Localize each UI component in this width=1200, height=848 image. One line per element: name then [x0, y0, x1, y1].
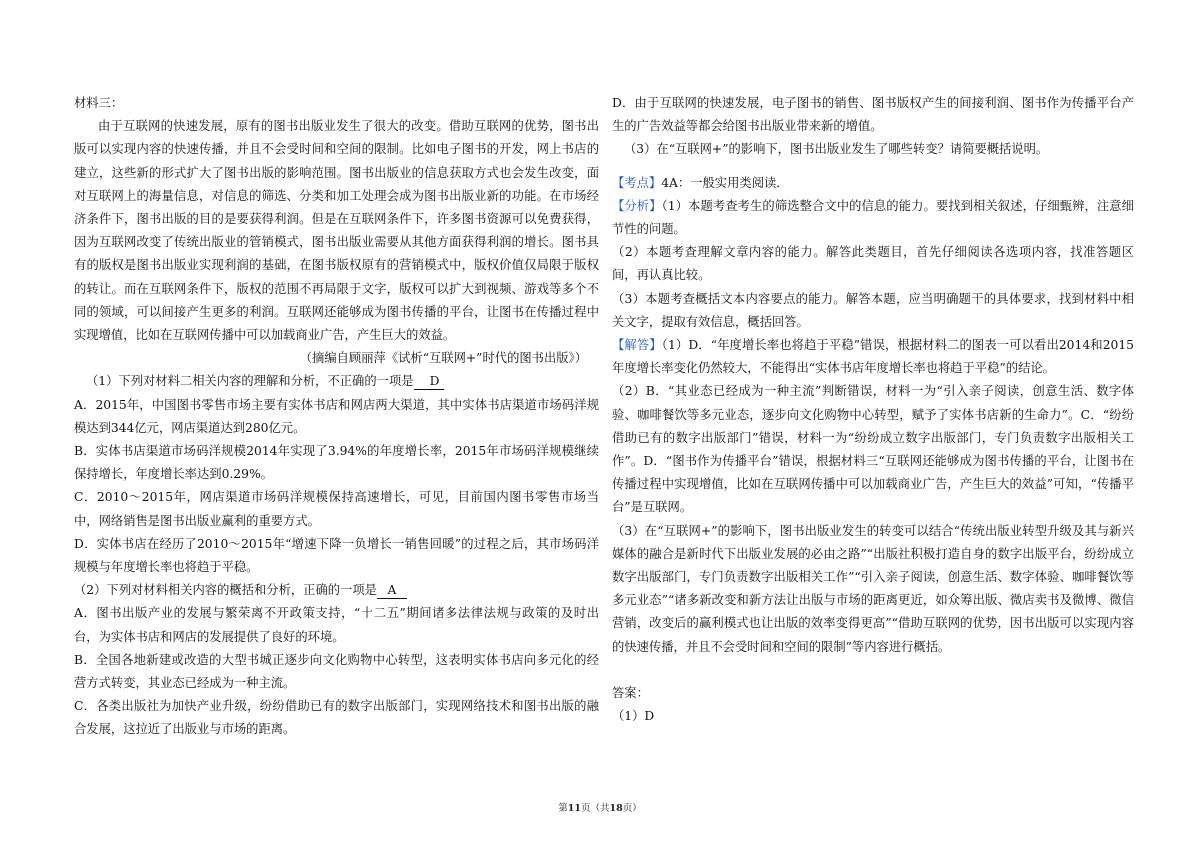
question-2-option-a: A．图书出版产业的发展与繁荣离不开政策支持，“十二五”期间诸多法律法规与政策的及时出台，为实体书店和网店的发展提供了良好的环境。: [74, 606, 599, 644]
left-column: [74, 92, 599, 742]
fenxi-2: （2）本题考查理解文章内容的能力。解答此类题目，首先仔细阅读各选项内容，找准答题区间，再认真比较。: [612, 245, 1134, 283]
jieda-2: （2）B．“其业态已经成为一种主流”判断错误，材料一为“引入亲子阅读，创意生活、数字体验、咖啡餐饮等多元业态，逐步向文化购物中心转型，赋予了实体书店新的生命力”。C．“纷纷借助已有的数字出版部门”错误，材料一为“纷纷成立数字出版部门，专门负责数字出版相关工作”。D．“图书作为传播平台”错误，根据材料三“互联网还能够成为图书传播的平台，让图书在传播过程中实现增值，比如在互联网传播中可以加载商业广告，产生巨大的效益”可知，“传播平台”是互联网。: [612, 384, 1134, 515]
question-3-stem: （3）在“互联网+”的影响下，图书出版业发生了哪些转变？请简要概括说明。: [624, 142, 1049, 157]
question-2-option-b: B．全国各地新建或改造的大型书城正逐步向文化购物中心转型，这表明实体书店向多元化的经营方式转变，其业态已经成为一种主流。: [74, 652, 599, 691]
kaodian-label: 【考点】: [612, 175, 662, 190]
page-footer: [0, 800, 1200, 814]
material-three-text: 由于互联网的快速发展，原有的图书出版业发生了很大的改变。借助互联网的优势，图书出版可以实现内容的快速传播，并且不会受时间和空间的限制。比如电子图书的开发，网上书店的建立，这些新的形式扩大了图书出版的影响范围。图书出版业的信息获取方式也会发生改变，面对互联网上的海量信息，对信息的筛选、分类和加工处理会成为图书出版业新的功能。在市场经济条件下，图书出版的目的是要获得利润。但是在互联网条件下，许多图书资源可以免费获得，因为互联网改变了传统出版业的管销模式，图书出版业需要从其他方面获得利润的增长。图书具有的版权是图书出版业实现利润的基础，在图书版权原有的营销模式中，版权价值仅局限于版权的转让。而在互联网条件下，版权的范围不再局限于文字，版权可以扩大到视频、游戏等多个不同的领域，可以间接产生更多的利润。互联网还能够成为图书传播的平台，让图书在传播过程中实现增值，比如在互联网传播中可以加载商业广告，产生巨大的效益。: [74, 119, 599, 343]
jieda-1-text: （1）D．“年度增长率也将趋于平稳”错误，根据材料二的图表一可以看出2014和2015年度增长率变化仍然较大，不能得出“实体书店年度增长率也将趋于平稳”的结论。: [612, 338, 1134, 376]
right-column: [612, 92, 1134, 728]
question-1-option-c: C．2010～2015年，网店渠道市场码洋规模保持高速增长，可见，目前国内图书零售市场当中，网络销售是图书出版业赢利的重要方式。: [74, 490, 599, 528]
kaodian-section: [612, 172, 1134, 195]
answer-heading: 答案：: [612, 686, 649, 701]
question-2-stem-text: （2）下列对材料相关内容的概括和分析，正确的一项是: [74, 583, 377, 598]
fenxi-3: （3）本题考查概括文本内容要点的能力。解答本题，应当明确题干的具体要求，找到材料中相关文字，提取有效信息，概括回答。: [612, 291, 1134, 329]
question-1-option-b: B．实体书店渠道市场码洋规模2014年实现了3.94%的年度增长率，2015年市场码洋规模继续保持增长，年度增长率达到0.29%。: [74, 444, 599, 482]
spacer: [612, 659, 1134, 682]
fenxi-label: 【分析】: [612, 198, 662, 213]
answer-1: （1）D: [612, 709, 655, 724]
fenxi-1: [612, 195, 1134, 241]
question-2-option-d: D．由于互联网的快速发展，电子图书的销售、图书版权产生的间接利润、图书作为传播平台产生的广告效益等都会给图书出版业带来新的增值。: [612, 96, 1134, 134]
footer-prefix: 第: [558, 803, 568, 814]
jieda-3: （3）在“互联网+”的影响下，图书出版业发生的转变可以结合“传统出版业转型升级及其与新兴媒体的融合是新时代下出版业发展的必由之路”“出版社积极打造自身的数字出版平台，纷纷成立数字出版部门，专门负责数字出版相关工作”“引入亲子阅读，创意生活、数字体验、咖啡餐饮等多元业态”“诸多新改变和新方法让出版与市场的距离更近，如众筹出版、微店卖书及微博、微信营销，改变后的赢利模式也让出版的效率变得更高”“借助互联网的优势，因书出版可以实现内容的快速传播，并且不会受时间和空间的限制”等内容进行概括。: [612, 523, 1134, 654]
material-source: （摘编自顾丽萍《试析“互联网+”时代的图书出版》）: [299, 351, 587, 366]
question-1-stem: [74, 370, 599, 393]
question-1-answer-blank: D: [414, 374, 444, 390]
material-heading: 材料三：: [74, 96, 124, 110]
spacer: [612, 162, 1134, 172]
question-2-answer-blank: A: [377, 583, 407, 599]
footer-total-pages: 18: [609, 803, 623, 814]
question-1-option-a: A．2015年，中国图书零售市场主要有实体书店和网店两大渠道，其中实体书店渠道市场码洋规模达到344亿元，网店渠道达到280亿元。: [74, 397, 599, 435]
question-2-stem: [74, 579, 599, 602]
jieda-1: [612, 334, 1134, 380]
question-1-stem-text: （1）下列对材料二相关内容的理解和分析，不正确的一项是: [86, 374, 414, 389]
question-2-option-c: C．各类出版社为加快产业升级，纷纷借助已有的数字出版部门，实现网络技术和图书出版的融合发展，这拉近了出版业与市场的距离。: [74, 699, 599, 737]
footer-suffix: 页）: [622, 803, 642, 814]
kaodian-text: 4A：一般实用类阅读．: [661, 175, 789, 190]
fenxi-1-text: （1）本题考查考生的筛选整合文中的信息的能力。要找到相关叙述，仔细甄辨，注意细节性的问题。: [612, 198, 1134, 237]
footer-mid: 页（共: [580, 803, 610, 814]
jieda-label: 【解答】: [612, 338, 662, 353]
footer-page-number: 11: [567, 803, 581, 814]
question-1-option-d: D．实体书店在经历了2010～2015年“增速下降一负增长一销售回暖”的过程之后，其市场码洋规模与年度增长率也将趋于平稳。: [74, 536, 599, 575]
